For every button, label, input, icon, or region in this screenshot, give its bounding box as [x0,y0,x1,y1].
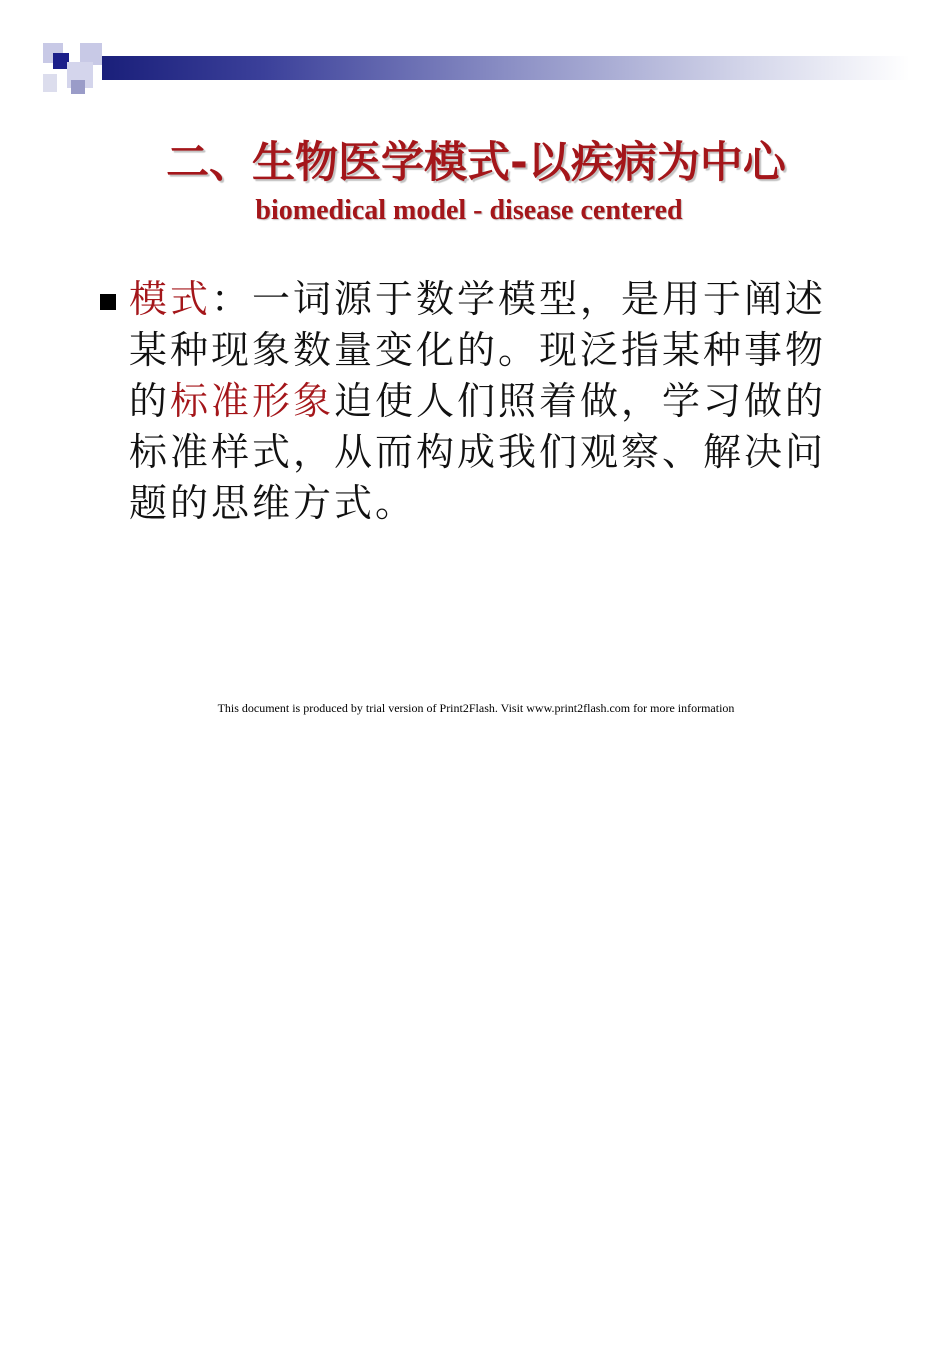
trial-notice: This document is produced by trial version of Print2Flash. Visit www.print2flash.com for more information [217,701,735,715]
bullet-square-icon [100,294,116,310]
bullet-paragraph [129,274,864,529]
header-decoration [40,40,880,98]
slide-title: 二、生物医学模式-以疾病为中心 [166,138,786,188]
deco-square [43,74,57,92]
slide-subtitle: biomedical model - disease centered [255,195,683,226]
bullet-term: 模式 [129,277,212,321]
deco-square [71,80,85,94]
header-gradient-bar [102,56,910,80]
bullet-text-part2: 迫使人们照着做，学习做的标准样式，从而构成我们观察、解决问题的思维方式。 [129,379,827,525]
bullet-highlight: 标准形象 [170,379,335,423]
bullet-text-part1: ：一词源于数学模型，是用于阐述某种现象数量变化的。现泛指某种事物的 [129,277,827,423]
